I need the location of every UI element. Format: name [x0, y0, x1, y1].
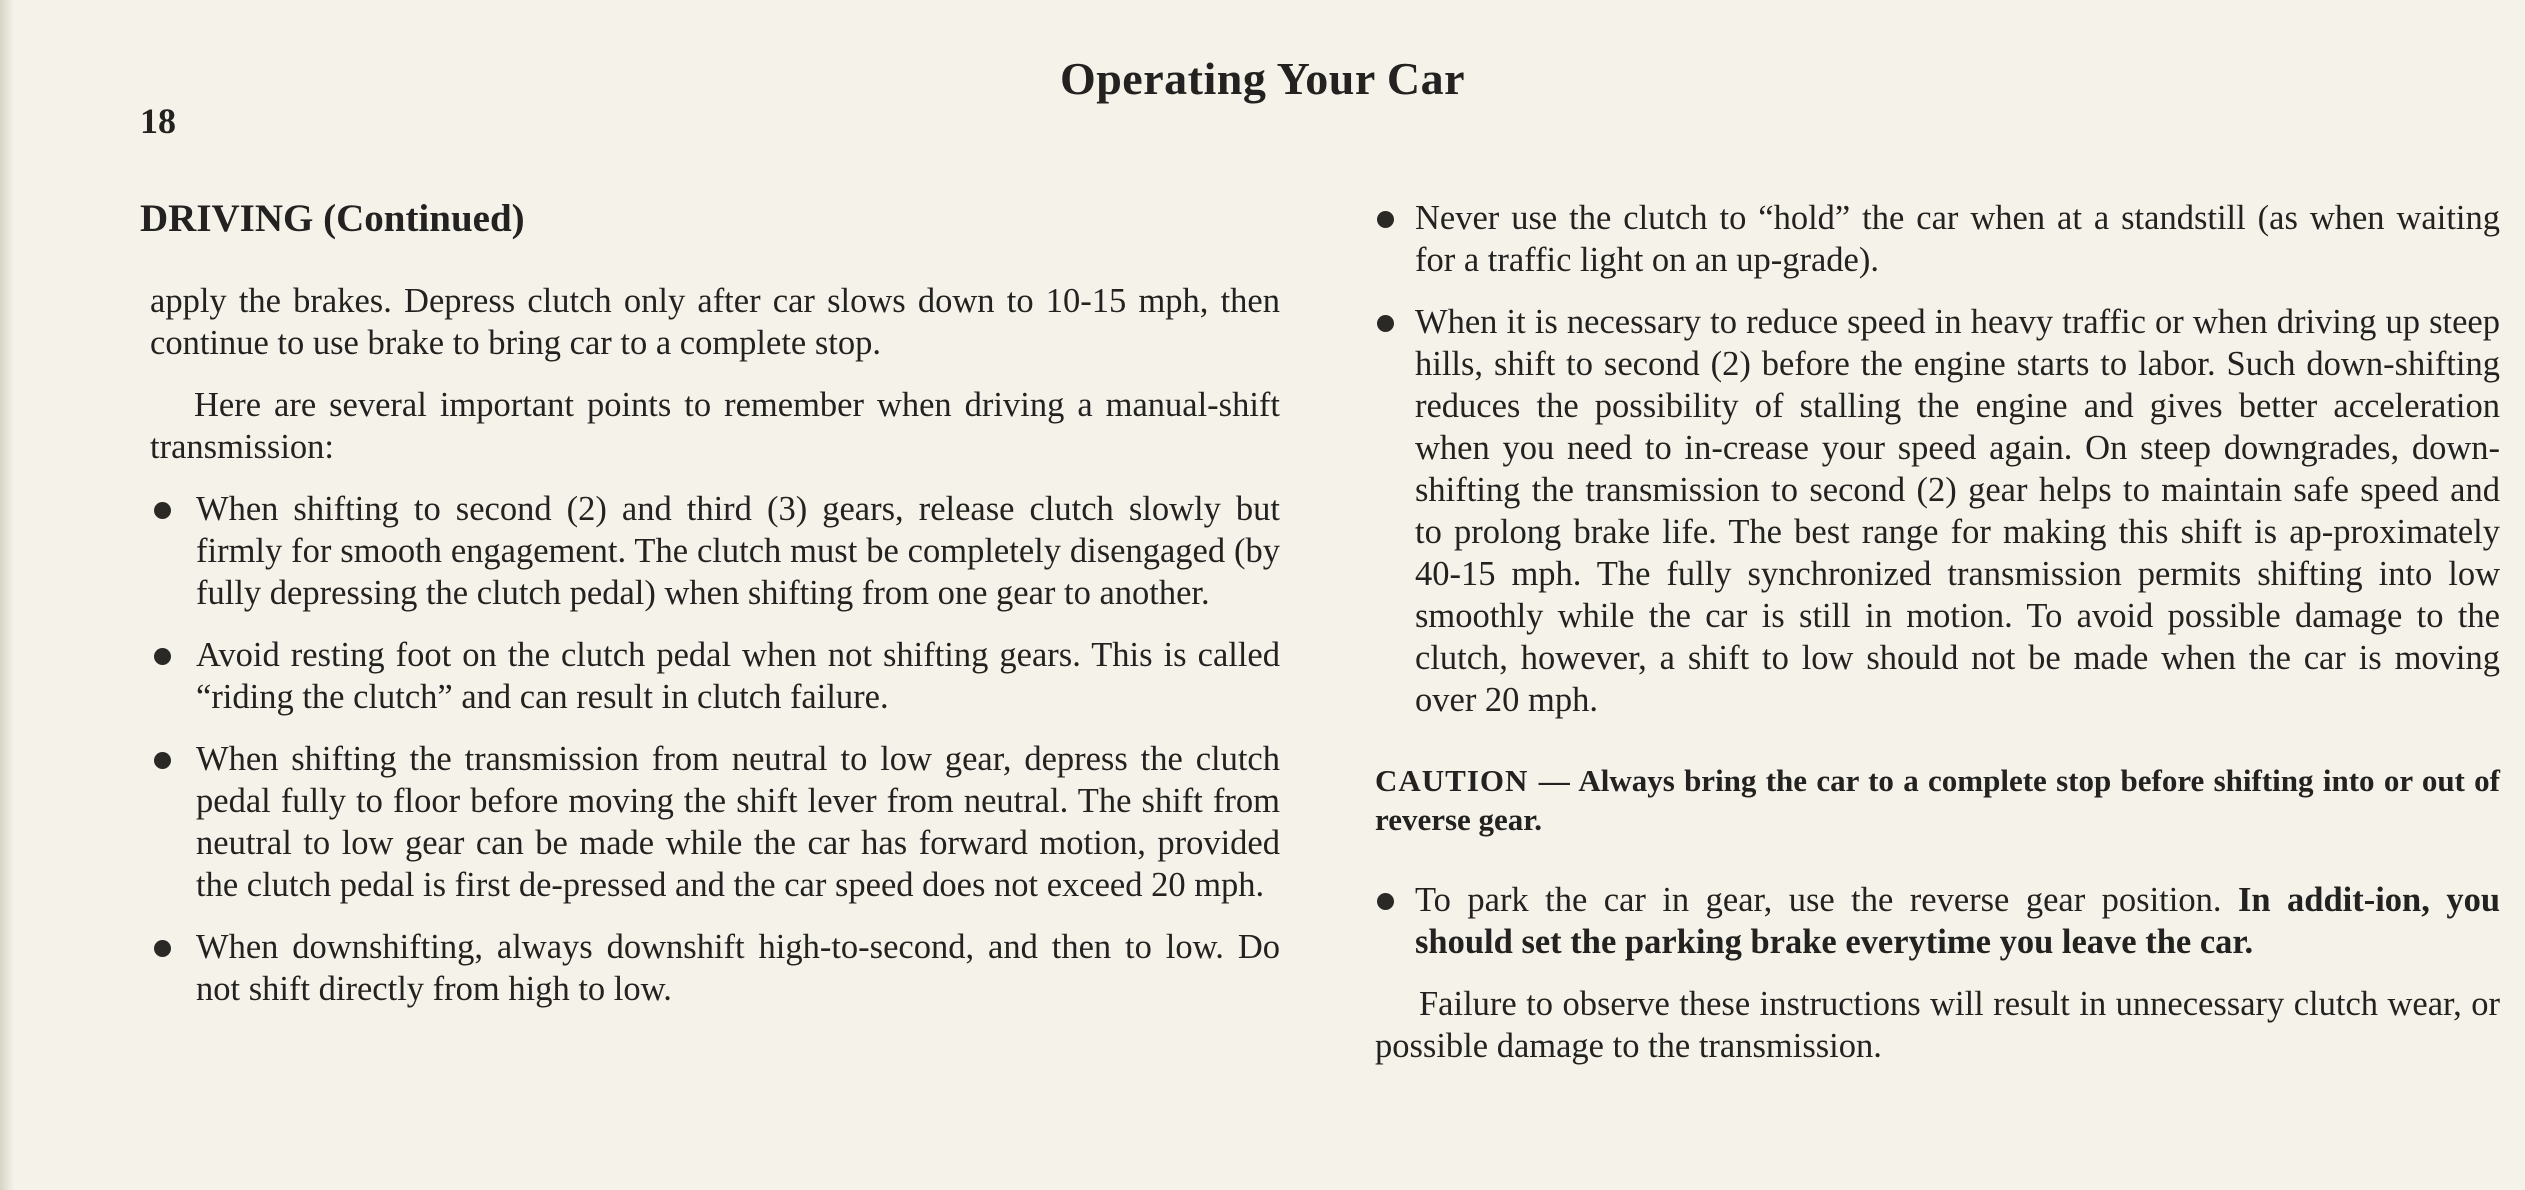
- list-item: [150, 488, 1280, 614]
- bullet-icon: [1377, 315, 1394, 332]
- left-column: [150, 280, 1280, 1010]
- bullet-icon: [154, 502, 171, 519]
- intro-paragraph: apply the brakes. Depress clutch only after car slows down to 10-15 mph, then continue to use brake to bring car to a complete stop.: [150, 282, 1280, 362]
- list-item: [1375, 197, 2500, 281]
- lead-in-paragraph: Here are several important points to remember when driving a manual-shift transmission:: [150, 386, 1280, 466]
- park-text: To park the car in gear, use the reverse gear position.: [1415, 881, 2222, 919]
- bullet-icon: [154, 752, 171, 769]
- right-column: [1375, 197, 2500, 1067]
- bullet-icon: [1377, 211, 1394, 228]
- list-item: [1375, 879, 2500, 963]
- page-title: Operating Your Car: [1059, 53, 1466, 104]
- page-number: 18: [140, 101, 176, 141]
- list-item-text: When downshifting, always downshift high-to-second, and then to low. Do not shift directly from high to low.: [196, 928, 1280, 1008]
- caution-note: [1375, 761, 2500, 839]
- list-item-text: When shifting the transmission from neutral to low gear, depress the clutch pedal fully to floor before moving the shift lever from neutral. The shift from neutral to low gear can be made while the car has forward motion, provided the clutch pedal is first de-pressed and the car speed does not exceed 20 mph.: [196, 740, 1280, 904]
- bullet-icon: [1377, 893, 1394, 910]
- list-item: [150, 738, 1280, 906]
- list-item-text: When shifting to second (2) and third (3) gears, release clutch slowly but firmly for smooth engagement. The clutch must be completely disengaged (by fully depressing the clutch pedal) when shifting from one gear to another.: [196, 490, 1280, 612]
- list-item: [1375, 301, 2500, 721]
- list-item-text: Never use the clutch to “hold” the car when at a standstill (as when waiting for a traffic light on an up-grade).: [1415, 199, 2500, 279]
- closing-paragraph: Failure to observe these instructions will result in unnecessary clutch wear, or possible damage to the transmission.: [1375, 985, 2500, 1065]
- caution-text: Always bring the car to a complete stop before shifting into or out of reverse gear.: [1375, 763, 2501, 837]
- list-item: [150, 926, 1280, 1010]
- list-item: [150, 634, 1280, 718]
- bullet-icon: [154, 648, 171, 665]
- section-heading: DRIVING (Continued): [140, 197, 525, 240]
- list-item-text: When it is necessary to reduce speed in heavy traffic or when driving up steep hills, shift to second (2) before the engine starts to labor. Such down-shifting reduces the possibility of stalling the engine and gives better acceleration when you need to in-crease your speed again. On steep downgrades, down-shifting the transmission to second (2) gear helps to maintain safe speed and to prolong brake life. The best range for making this shift is ap-proximately 40-15 mph. The fully synchronized transmission permits shifting into low smoothly while the car is still in motion. To avoid possible damage to the clutch, however, a shift to low should not be made when the car is moving over 20 mph.: [1415, 303, 2500, 719]
- caution-label: CAUTION —: [1375, 763, 1571, 798]
- page-gutter-shadow: [0, 0, 14, 1190]
- bullet-icon: [154, 940, 171, 957]
- list-item-text: Avoid resting foot on the clutch pedal when not shifting gears. This is called “riding the clutch” and can result in clutch failure.: [196, 636, 1280, 716]
- park-bold-text: In addit-ion, you should set the parking brake everytime you leave the car.: [1415, 881, 2501, 961]
